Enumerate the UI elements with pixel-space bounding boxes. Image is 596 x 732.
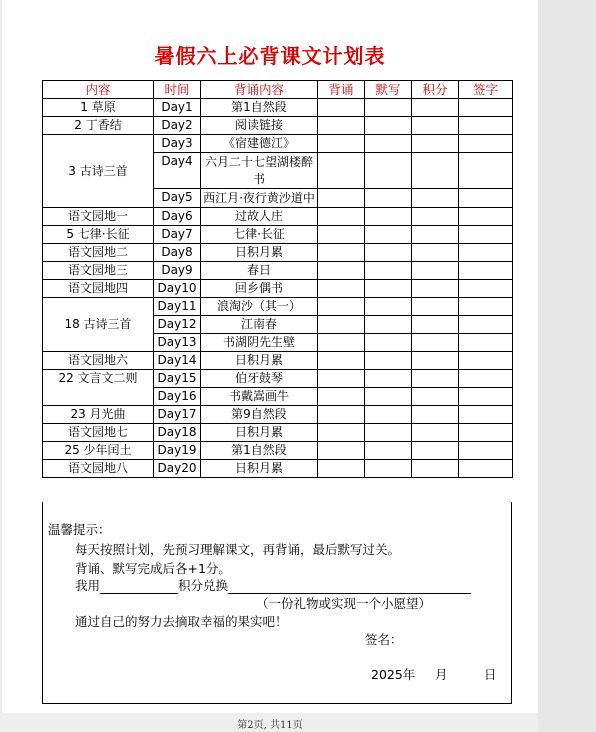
- signature-cell[interactable]: [459, 334, 513, 352]
- exchange-label: 积分兑换: [178, 578, 229, 593]
- signature-cell[interactable]: [459, 226, 513, 244]
- recite-text-cell: 日积月累: [201, 352, 318, 370]
- signature-cell[interactable]: [459, 208, 513, 226]
- table-row: [43, 460, 513, 478]
- recite-check-cell[interactable]: [318, 352, 365, 370]
- content-cell: 25 少年闰土: [43, 442, 154, 460]
- recite-check-cell[interactable]: [318, 442, 365, 460]
- table-row: [43, 244, 513, 262]
- day-cell: Day1: [154, 99, 201, 117]
- day-cell: Day6: [154, 208, 201, 226]
- signature-cell[interactable]: [459, 298, 513, 316]
- signature-cell[interactable]: [459, 406, 513, 424]
- recite-text-cell: 日积月累: [201, 424, 318, 442]
- points-cell[interactable]: [412, 334, 459, 352]
- dictation-check-cell[interactable]: [365, 424, 412, 442]
- dictation-check-cell[interactable]: [365, 208, 412, 226]
- recite-text-cell: 日积月累: [201, 244, 318, 262]
- signature-cell[interactable]: [459, 244, 513, 262]
- recite-check-cell[interactable]: [318, 280, 365, 298]
- header-dictation: 默写: [365, 81, 412, 99]
- points-cell[interactable]: [412, 406, 459, 424]
- dictation-check-cell[interactable]: [365, 316, 412, 334]
- recite-check-cell[interactable]: [318, 262, 365, 280]
- recite-text-cell: 书戴嵩画牛: [201, 388, 318, 406]
- signature-cell[interactable]: [459, 424, 513, 442]
- content-cell: 3 古诗三首: [43, 135, 154, 208]
- points-cell[interactable]: [412, 189, 459, 208]
- table-row: [43, 280, 513, 298]
- scroll-gutter: [538, 0, 596, 732]
- page-title: 暑假六上必背课文计划表: [154, 44, 386, 68]
- signature-cell[interactable]: [459, 352, 513, 370]
- table-row: [43, 442, 513, 460]
- content-cell: 语文园地七: [43, 424, 154, 442]
- recite-text-cell: 七律·长征: [201, 226, 318, 244]
- table-row: [43, 117, 513, 135]
- recite-text-cell: 春日: [201, 262, 318, 280]
- table-row: [43, 424, 513, 442]
- dictation-check-cell[interactable]: [365, 153, 412, 189]
- signature-cell[interactable]: [459, 280, 513, 298]
- recite-check-cell[interactable]: [318, 406, 365, 424]
- content-cell: 语文园地一: [43, 208, 154, 226]
- header-signature: 签字: [459, 81, 513, 99]
- points-cell[interactable]: [412, 442, 459, 460]
- recite-check-cell[interactable]: [318, 135, 365, 153]
- recite-check-cell[interactable]: [318, 99, 365, 117]
- tips-line-3: [75, 576, 471, 594]
- day-cell: Day10: [154, 280, 201, 298]
- content-cell: 5 七律·长征: [43, 226, 154, 244]
- table-row: [43, 226, 513, 244]
- date-month: 月: [435, 667, 448, 682]
- content-cell: 语文园地三: [43, 262, 154, 280]
- day-cell: Day16: [154, 388, 201, 406]
- tips-line-1: 每天按照计划，先预习理解课文，再背诵，最后默写过关。: [75, 542, 401, 557]
- recite-text-cell: 第1自然段: [201, 99, 318, 117]
- dictation-check-cell[interactable]: [365, 262, 412, 280]
- day-cell: Day12: [154, 316, 201, 334]
- points-cell[interactable]: [412, 460, 459, 478]
- dictation-check-cell[interactable]: [365, 99, 412, 117]
- dictation-check-cell[interactable]: [365, 226, 412, 244]
- points-cell[interactable]: [412, 280, 459, 298]
- dictation-check-cell[interactable]: [365, 298, 412, 316]
- signature-cell[interactable]: [459, 153, 513, 189]
- dictation-check-cell[interactable]: [365, 334, 412, 352]
- table-row: [43, 262, 513, 280]
- recite-text-cell: [201, 153, 318, 189]
- header-recite: 背诵: [318, 81, 365, 99]
- points-cell[interactable]: [412, 370, 459, 388]
- dictation-check-cell[interactable]: [365, 442, 412, 460]
- signature-cell[interactable]: [459, 135, 513, 153]
- day-cell: Day15: [154, 370, 201, 388]
- day-cell: Day7: [154, 226, 201, 244]
- tips-line-2: 背诵、默写完成后各+1分。: [75, 561, 231, 576]
- signature-cell[interactable]: [459, 442, 513, 460]
- day-cell: Day19: [154, 442, 201, 460]
- table-row: [43, 406, 513, 424]
- points-cell[interactable]: [412, 316, 459, 334]
- recite-check-cell[interactable]: [318, 244, 365, 262]
- points-cell[interactable]: [412, 117, 459, 135]
- recite-text: 六月二十七望湖楼醉书: [204, 155, 313, 186]
- dictation-check-cell[interactable]: [365, 352, 412, 370]
- recite-check-cell[interactable]: [318, 298, 365, 316]
- signature-label: 签名：: [365, 632, 403, 647]
- content-cell: 2 丁香结: [43, 117, 154, 135]
- tips-heading: 温馨提示：: [48, 522, 111, 537]
- table-header-row: [43, 81, 513, 99]
- day-cell: Day11: [154, 298, 201, 316]
- content-cell: 18 古诗三首: [43, 298, 154, 352]
- points-cell[interactable]: [412, 298, 459, 316]
- content-cell: 22 文言文二则: [43, 370, 154, 406]
- recite-text-cell: 第9自然段: [201, 406, 318, 424]
- signature-cell[interactable]: [459, 117, 513, 135]
- tips-box: [42, 502, 512, 704]
- content-cell: 语文园地六: [43, 352, 154, 370]
- recite-check-cell[interactable]: [318, 388, 365, 406]
- content-cell: 语文园地八: [43, 460, 154, 478]
- recite-check-cell[interactable]: [318, 460, 365, 478]
- signature-cell[interactable]: [459, 460, 513, 478]
- table-row: [43, 208, 513, 226]
- day-cell: Day14: [154, 352, 201, 370]
- points-cell[interactable]: [412, 99, 459, 117]
- day-cell: Day2: [154, 117, 201, 135]
- recite-text-cell: [201, 189, 318, 208]
- exchange-prefix: 我用: [75, 578, 101, 593]
- recite-check-cell[interactable]: [318, 208, 365, 226]
- recite-text-cell: 过故人庄: [201, 208, 318, 226]
- recite-check-cell[interactable]: [318, 189, 365, 208]
- recite-text-cell: 伯牙鼓琴: [201, 370, 318, 388]
- content-cell: 23 月光曲: [43, 406, 154, 424]
- recite-check-cell[interactable]: [318, 424, 365, 442]
- day-cell: Day20: [154, 460, 201, 478]
- recite-text-cell: 《宿建德江》: [201, 135, 318, 153]
- dictation-check-cell[interactable]: [365, 388, 412, 406]
- day-cell: Day3: [154, 135, 201, 153]
- recite-text: 西江月·夜行黄沙道中: [203, 191, 315, 205]
- points-cell[interactable]: [412, 424, 459, 442]
- recite-text-cell: 江南春: [201, 316, 318, 334]
- points-cell[interactable]: [412, 208, 459, 226]
- day-cell: Day13: [154, 334, 201, 352]
- points-blank[interactable]: [100, 580, 178, 594]
- dictation-check-cell[interactable]: [365, 406, 412, 424]
- day-cell: Day8: [154, 244, 201, 262]
- points-cell[interactable]: [412, 244, 459, 262]
- dictation-check-cell[interactable]: [365, 280, 412, 298]
- recite-text-cell: 第1自然段: [201, 442, 318, 460]
- signature-cell[interactable]: [459, 316, 513, 334]
- dictation-check-cell[interactable]: [365, 135, 412, 153]
- dictation-check-cell[interactable]: [365, 117, 412, 135]
- recite-check-cell[interactable]: [318, 117, 365, 135]
- table-row: [43, 99, 513, 117]
- recite-text-cell: 回乡偶书: [201, 280, 318, 298]
- header-points: 积分: [412, 81, 459, 99]
- points-cell[interactable]: [412, 262, 459, 280]
- date-year: 2025年: [371, 667, 416, 682]
- points-cell[interactable]: [412, 135, 459, 153]
- document-page: [2, 0, 538, 713]
- content-cell: 1 草原: [43, 99, 154, 117]
- signature-cell[interactable]: [459, 99, 513, 117]
- recite-text-cell: 书湖阴先生壁: [201, 334, 318, 352]
- content-cell: 语文园地二: [43, 244, 154, 262]
- content-cell: 语文园地四: [43, 280, 154, 298]
- page-number: 第2页, 共11页: [237, 720, 303, 731]
- day-cell: Day18: [154, 424, 201, 442]
- day-cell: Day9: [154, 262, 201, 280]
- day-cell: Day5: [154, 189, 201, 208]
- signature-cell[interactable]: [459, 262, 513, 280]
- tips-line-5: 通过自己的努力去摘取幸福的果实吧！: [75, 614, 288, 629]
- recite-check-cell[interactable]: [318, 370, 365, 388]
- signature-cell[interactable]: [459, 388, 513, 406]
- table-row: [43, 370, 513, 388]
- date-day: 日: [484, 667, 497, 682]
- recite-check-cell[interactable]: [318, 153, 365, 189]
- recite-text-cell: 浪淘沙（其一）: [201, 298, 318, 316]
- header-time: 时间: [154, 81, 201, 99]
- day-cell: Day17: [154, 406, 201, 424]
- table-row: [43, 352, 513, 370]
- recite-check-cell[interactable]: [318, 316, 365, 334]
- signature-cell[interactable]: [459, 370, 513, 388]
- points-cell[interactable]: [412, 352, 459, 370]
- points-cell[interactable]: [412, 153, 459, 189]
- dictation-check-cell[interactable]: [365, 189, 412, 208]
- recite-check-cell[interactable]: [318, 334, 365, 352]
- dictation-check-cell[interactable]: [365, 370, 412, 388]
- day-cell: Day4: [154, 153, 201, 189]
- recite-text-cell: 阅读链接: [201, 117, 318, 135]
- table-row: [43, 298, 513, 316]
- header-recite-content: 背诵内容: [201, 81, 318, 99]
- recite-text-cell: 日积月累: [201, 460, 318, 478]
- recite-check-cell[interactable]: [318, 226, 365, 244]
- tips-line-4: （一份礼物或实现一个小愿望）: [256, 596, 432, 611]
- points-cell[interactable]: [412, 226, 459, 244]
- dictation-check-cell[interactable]: [365, 460, 412, 478]
- signature-cell[interactable]: [459, 189, 513, 208]
- header-content: 内容: [43, 81, 154, 99]
- dictation-check-cell[interactable]: [365, 244, 412, 262]
- table-row: [43, 135, 513, 153]
- points-cell[interactable]: [412, 388, 459, 406]
- plan-table: [42, 80, 513, 478]
- reward-blank[interactable]: [228, 580, 471, 594]
